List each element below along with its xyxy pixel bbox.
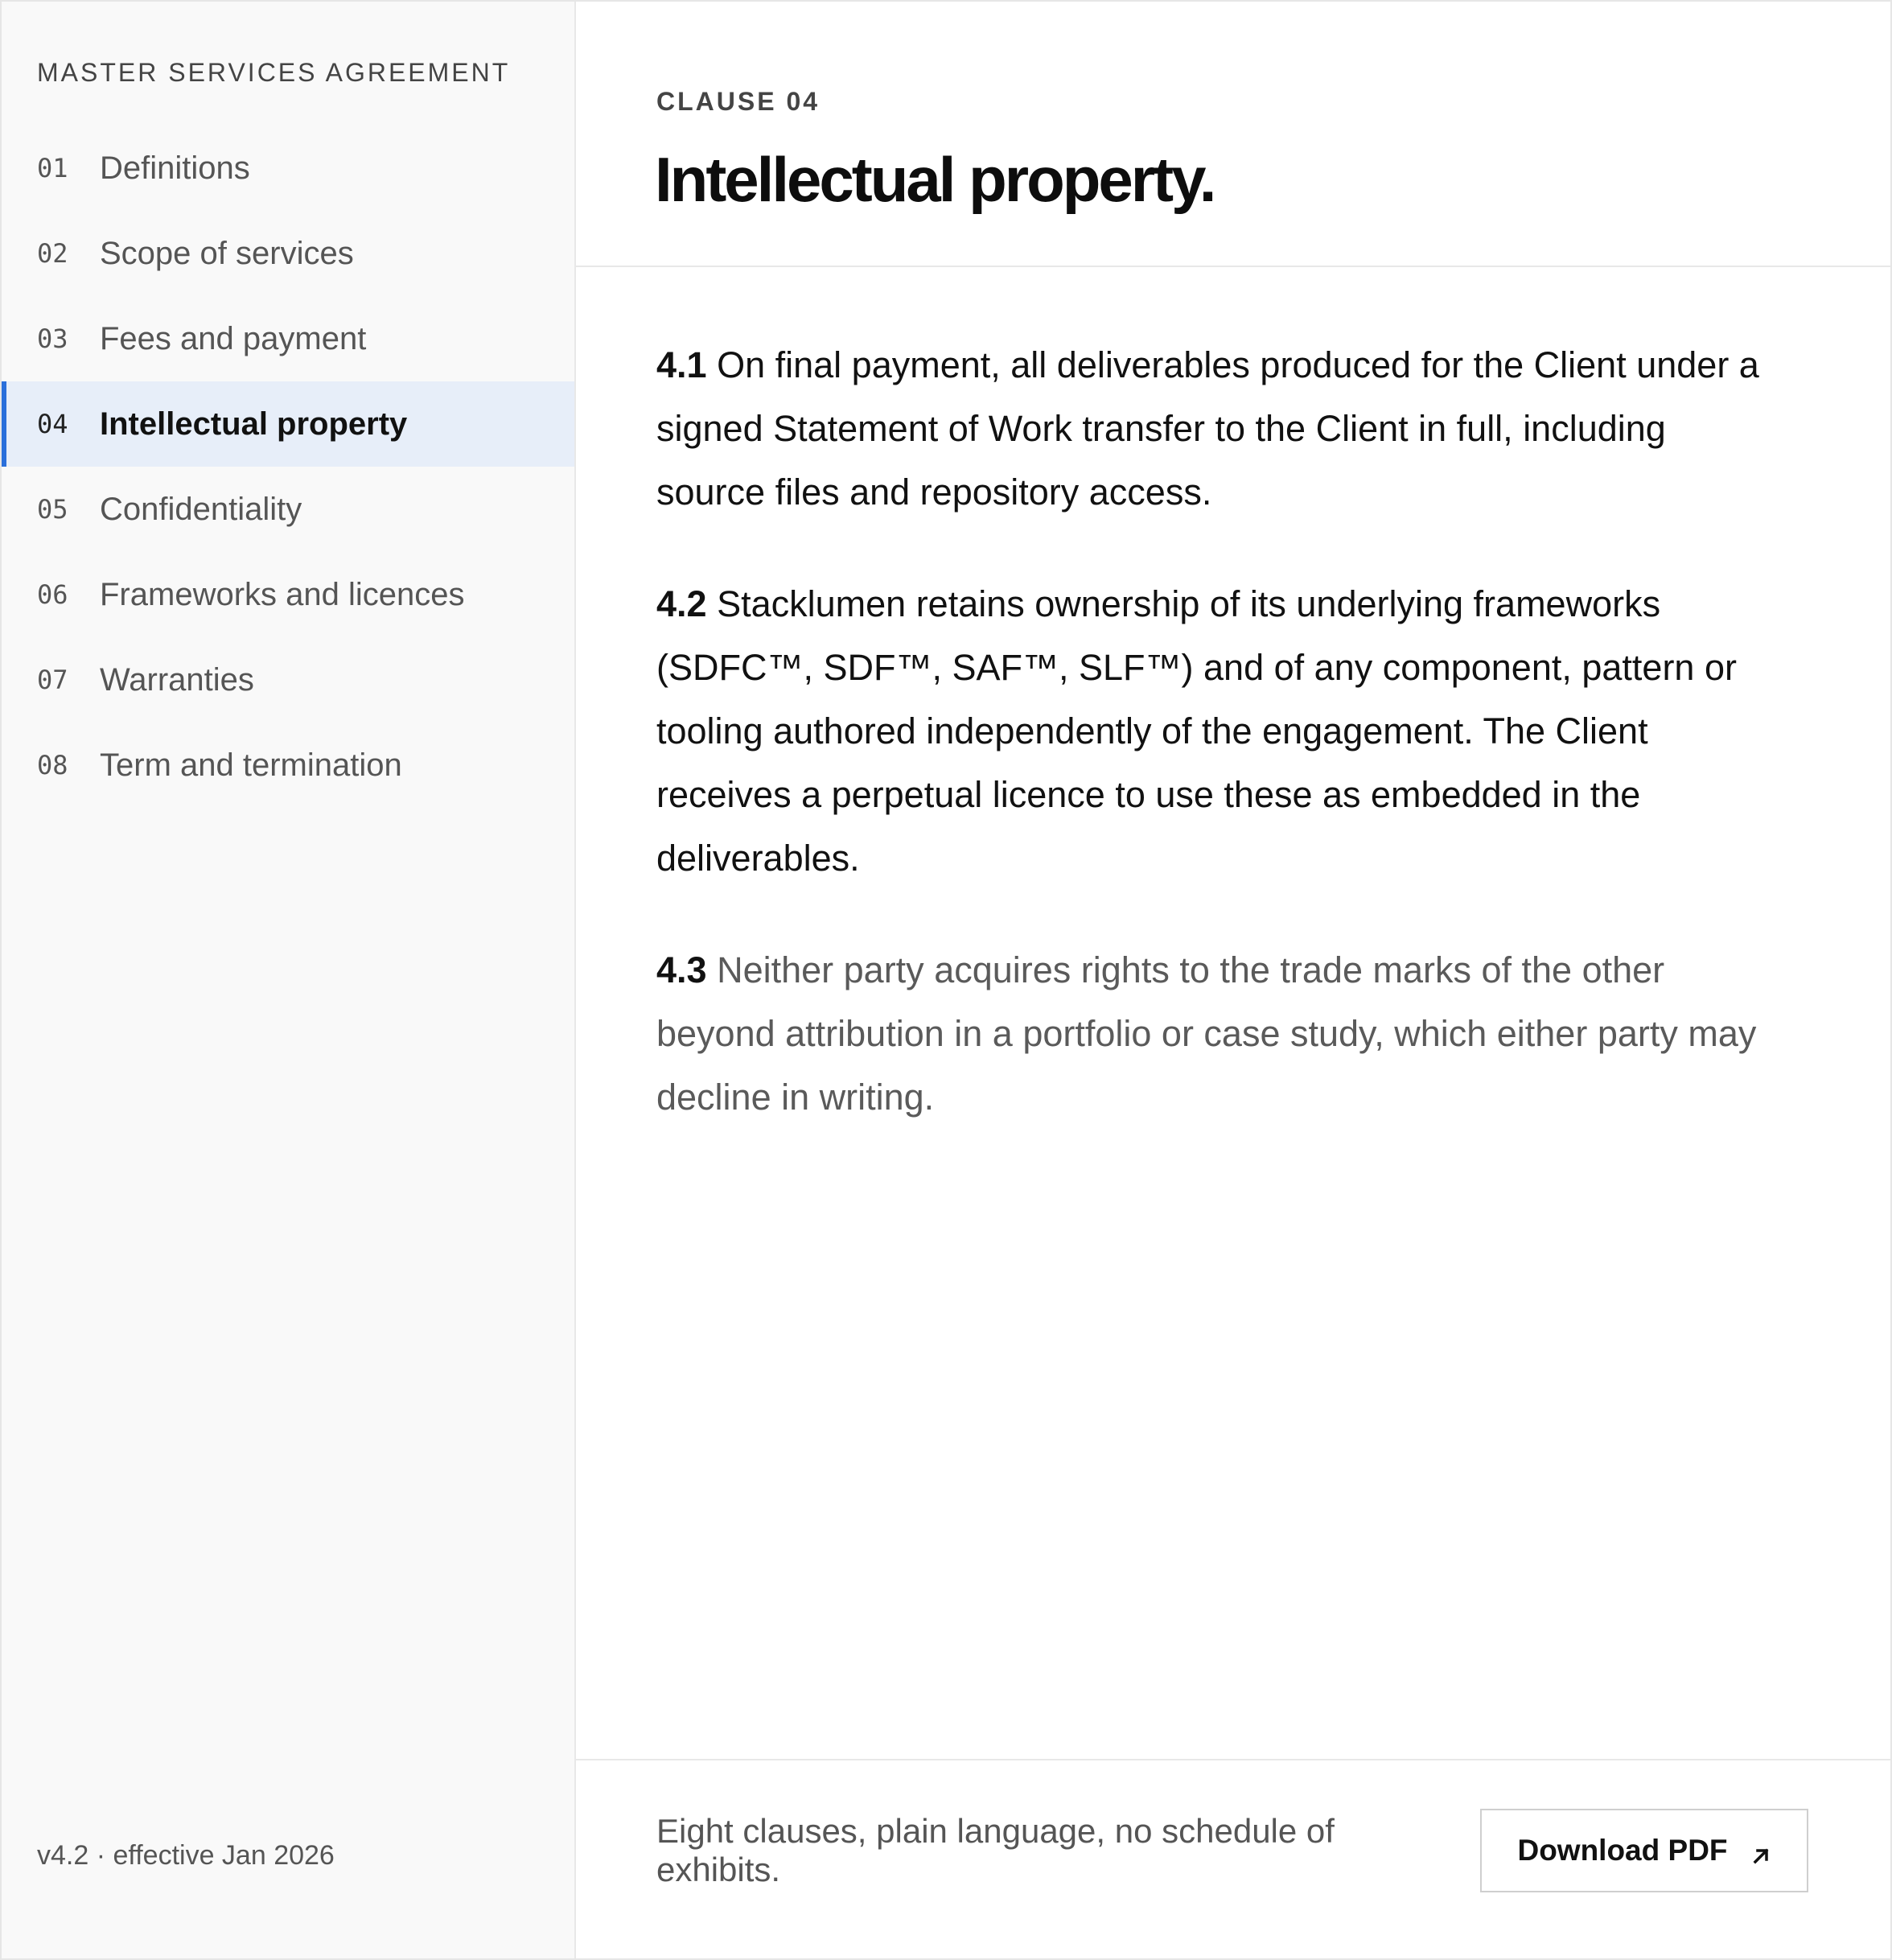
clause-number: 02 [37, 238, 68, 269]
clause-number: 03 [37, 323, 68, 354]
sidebar-item-frameworks-and-licences[interactable] [2, 552, 574, 637]
paragraph-text: Neither party acquires rights to the trade marks of the other beyond attribution in a portfolio or case study, which either party may decline in writing. [656, 949, 1757, 1118]
sidebar-item-label: Confidentiality [100, 491, 302, 527]
paragraph-text: Stacklumen retains ownership of its underlying frameworks (SDFC™, SDF™, SAF™, SLF™) and of any component, pattern or tooling authored independently of the engagement. The Client receives a perpetual licence to use these as embedded in the deliverables. [656, 583, 1737, 879]
clause-number: 07 [37, 665, 68, 695]
clause-paragraph-4-1 [656, 333, 1783, 524]
clause-number: 01 [37, 153, 68, 183]
clause-number: 05 [37, 494, 68, 525]
sidebar-item-label: Fees and payment [100, 320, 367, 356]
sidebar-item-label: Term and termination [100, 747, 402, 783]
sidebar-item-label: Definitions [100, 150, 250, 186]
clause-number: 08 [37, 750, 68, 780]
sidebar-item-term-and-termination[interactable] [2, 723, 574, 808]
clause-number: 04 [37, 409, 68, 439]
clause-content [576, 2, 1890, 1958]
download-pdf-button[interactable] [1480, 1809, 1808, 1892]
sidebar-heading: MASTER SERVICES AGREEMENT [37, 58, 511, 87]
clause-paragraph-4-3 [656, 938, 1783, 1129]
clause-number: 06 [37, 579, 68, 610]
sidebar-item-label: Scope of services [100, 235, 354, 271]
clause-eyebrow: CLAUSE 04 [656, 87, 821, 116]
sidebar-item-fees-and-payment[interactable] [2, 296, 574, 381]
sidebar-item-label: Frameworks and licences [100, 576, 465, 612]
clause-header [576, 2, 1890, 267]
sidebar-item-label: Warranties [100, 661, 254, 698]
paragraph-number: 4.3 [656, 949, 707, 990]
sidebar-item-intellectual-property[interactable] [2, 381, 574, 467]
clause-paragraph-4-2 [656, 572, 1783, 890]
sidebar-item-label: Intellectual property [100, 406, 408, 442]
footer-note: Eight clauses, plain language, no schedule of exhibits. [656, 1812, 1335, 1888]
sidebar-item-warranties[interactable] [2, 637, 574, 723]
paragraph-text: On final payment, all deliverables produced for the Client under a signed Statement of Work transfer to the Client in full, including source files and repository access. [656, 344, 1759, 513]
arrow-up-right-icon [1750, 1840, 1771, 1861]
sidebar-item-definitions[interactable] [2, 126, 574, 211]
download-button-label: Download PDF [1517, 1834, 1728, 1867]
sidebar-item-scope-of-services[interactable] [2, 211, 574, 296]
clause-body [656, 333, 1783, 1177]
table-of-contents [2, 126, 574, 808]
sidebar [2, 2, 576, 1958]
page-title: Intellectual property. [655, 144, 1215, 215]
paragraph-number: 4.1 [656, 344, 707, 385]
clause-footer [576, 1759, 1890, 1958]
sidebar-item-confidentiality[interactable] [2, 467, 574, 552]
paragraph-number: 4.2 [656, 583, 707, 624]
version-label: v4.2 · effective Jan 2026 [37, 1840, 335, 1871]
